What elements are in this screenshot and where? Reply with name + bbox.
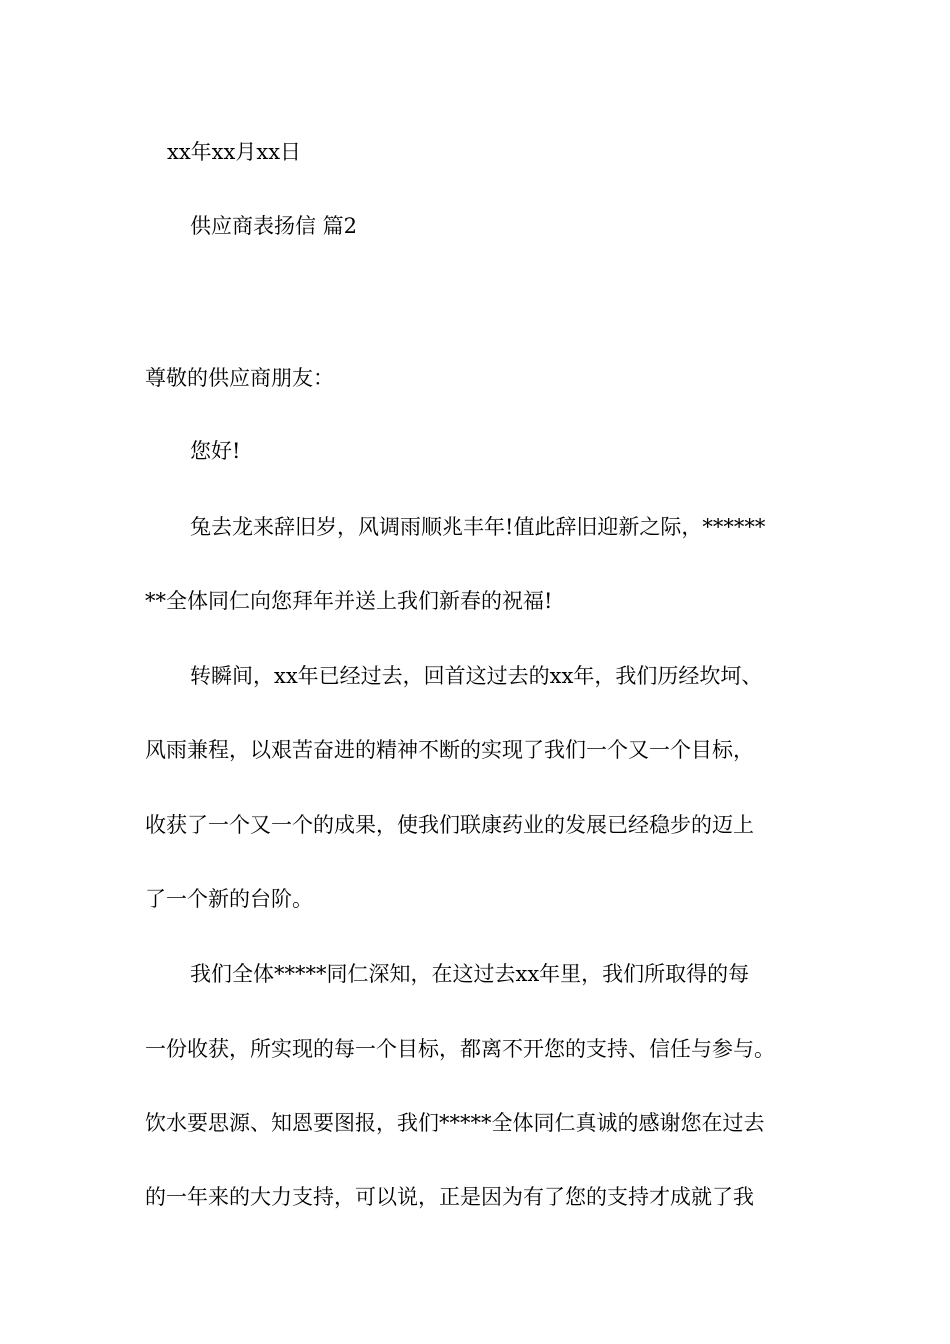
paragraph-3-line-3: 饮水要思源、知恩要图报，我们*****全体同仁真诚的感谢您在过去 xyxy=(145,1111,765,1135)
paragraph-1-line-1: 兔去龙来辞旧岁，风调雨顺兆丰年!值此辞旧迎新之际，****** xyxy=(190,515,766,539)
paragraph-3-line-1: 我们全体*****同仁深知，在这过去xx年里，我们所取得的每 xyxy=(190,962,750,986)
paragraph-3-line-4: 的一年来的大力支持，可以说，正是因为有了您的支持才成就了我 xyxy=(145,1185,754,1209)
paragraph-2-line-2: 风雨兼程，以艰苦奋进的精神不断的实现了我们一个又一个目标， xyxy=(145,738,754,762)
paragraph-3-line-2: 一份收获，所实现的每一个目标，都离不开您的支持、信任与参与。 xyxy=(145,1037,775,1061)
greeting: 您好! xyxy=(190,439,241,463)
paragraph-2-line-4: 了一个新的台阶。 xyxy=(145,887,313,911)
letter-title: 供应商表扬信 篇2 xyxy=(190,214,358,238)
date-line: xx年xx月xx日 xyxy=(167,140,302,164)
paragraph-2-line-1: 转瞬间，xx年已经过去，回首这过去的xx年，我们历经坎坷、 xyxy=(190,664,763,688)
paragraph-2-line-3: 收获了一个又一个的成果，使我们联康药业的发展已经稳步的迈上 xyxy=(145,813,754,837)
paragraph-1-line-2: **全体同仁向您拜年并送上我们新春的祝福! xyxy=(145,589,553,613)
salutation: 尊敬的供应商朋友： xyxy=(145,366,334,390)
